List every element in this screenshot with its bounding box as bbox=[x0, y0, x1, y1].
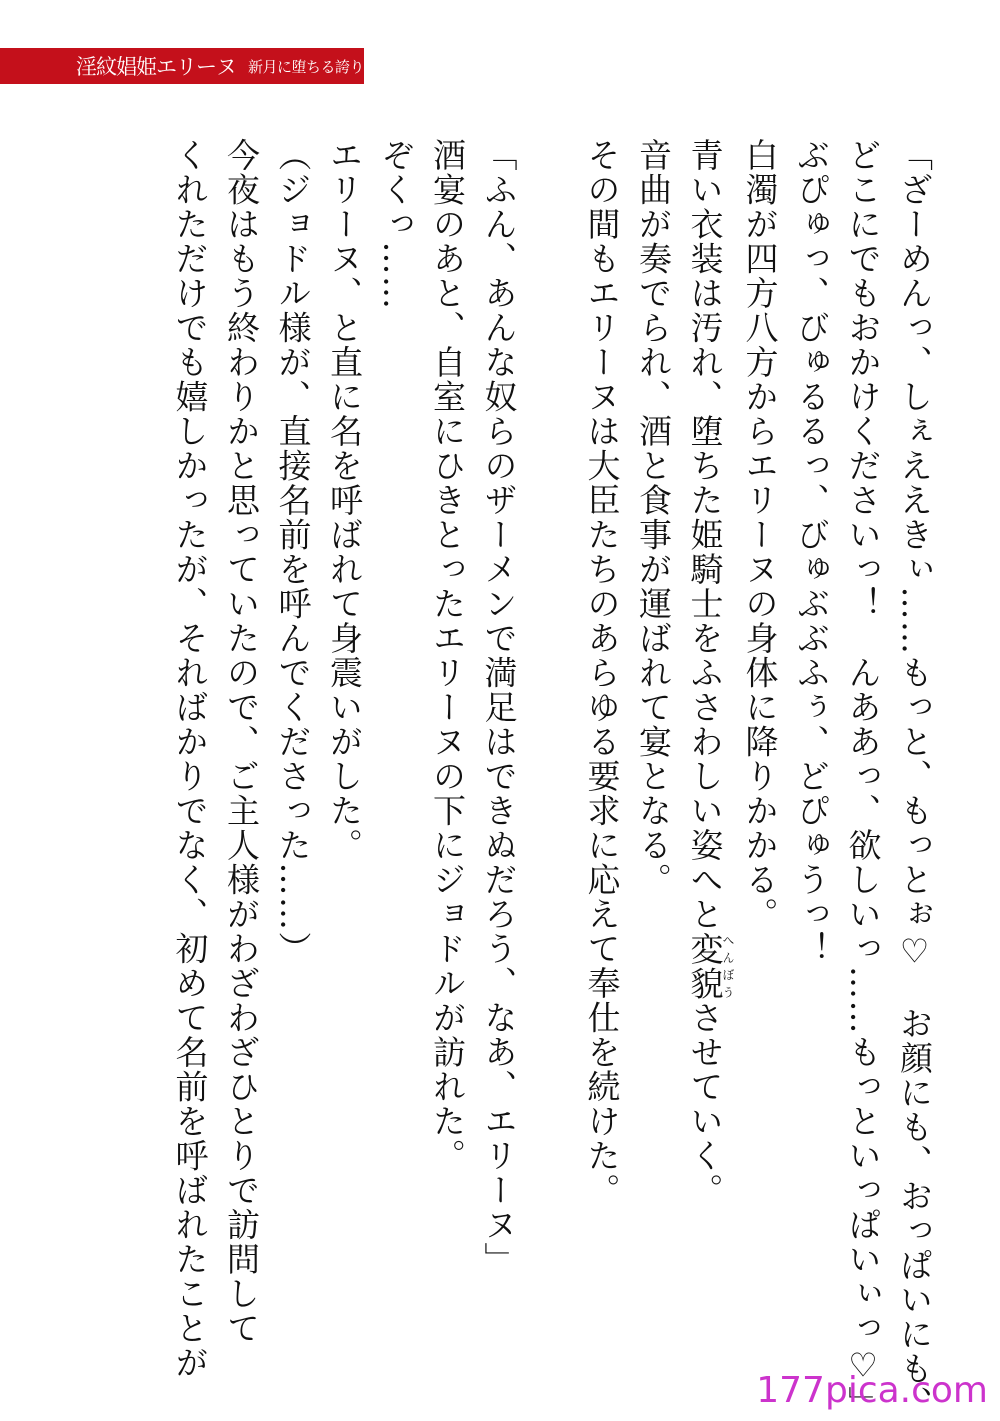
text-line-13: 今夜はもう終わりかと思っていたので、ご主人様がわざわざひとりで訪問して bbox=[222, 138, 261, 1346]
text-line-9: 酒宴のあと、自室にひきとったエリーヌの下にジョドルが訪れた。 bbox=[428, 138, 467, 1173]
text-line-5-tail: させていく。 bbox=[685, 1000, 725, 1208]
blank-line bbox=[525, 138, 577, 1368]
text-line-1: 「ざーめんっ、しぇええきぃ……もっと、もっとぉ♡ お顔にも、おっぱいにも、 bbox=[895, 138, 934, 1421]
text-line-10: ぞくっ…… bbox=[376, 138, 416, 311]
book-subtitle: 新月に堕ちる誇り bbox=[248, 57, 364, 76]
running-header bbox=[0, 48, 364, 84]
ruby-base: 変貌 bbox=[685, 931, 725, 1001]
ruby-reading: へんぼう bbox=[721, 931, 735, 1001]
text-line-11: エリーヌ、と直に名を呼ばれて身震いがした。 bbox=[325, 138, 364, 863]
text-line-2: どこにでもおかけくださいっ！ んああっ、欲しいっ……もっといっぱいぃっ♡」 bbox=[843, 138, 883, 1421]
text-line-5-main: 青い衣装は汚れ、堕ちた姫騎士をふさわしい姿へと bbox=[685, 138, 725, 932]
book-title: 淫紋娼姫エリーヌ bbox=[76, 55, 236, 79]
text-line-14: くれただけでも嬉しかったが、そればかりでなく、初めて名前を呼ばれたことが bbox=[170, 138, 210, 1380]
text-line-8: 「ふん、あんな奴らのザーメンで満足はできぬだろう、なあ、エリーヌ」 bbox=[479, 138, 519, 1277]
text-line-5 bbox=[679, 138, 734, 1368]
text-line-6: 音曲が奏でられ、酒と食事が運ばれて宴となる。 bbox=[634, 138, 673, 897]
watermark: 177pica.com bbox=[756, 1370, 988, 1411]
text-line-3: ぶぴゅっ、びゅるるっ、びゅぶぶふぅ、どぴゅうっ！ bbox=[792, 138, 831, 966]
ruby-henbou bbox=[685, 931, 735, 1001]
text-line-7: その間もエリーヌは大臣たちのあらゆる要求に応えて奉仕を続けた。 bbox=[582, 138, 622, 1208]
text-line-12: （ジョドル様が、直接名前を呼んでくださった……） bbox=[273, 138, 313, 966]
text-line-4: 白濁が四方八方からエリーヌの身体に降りかかる。 bbox=[740, 138, 780, 932]
